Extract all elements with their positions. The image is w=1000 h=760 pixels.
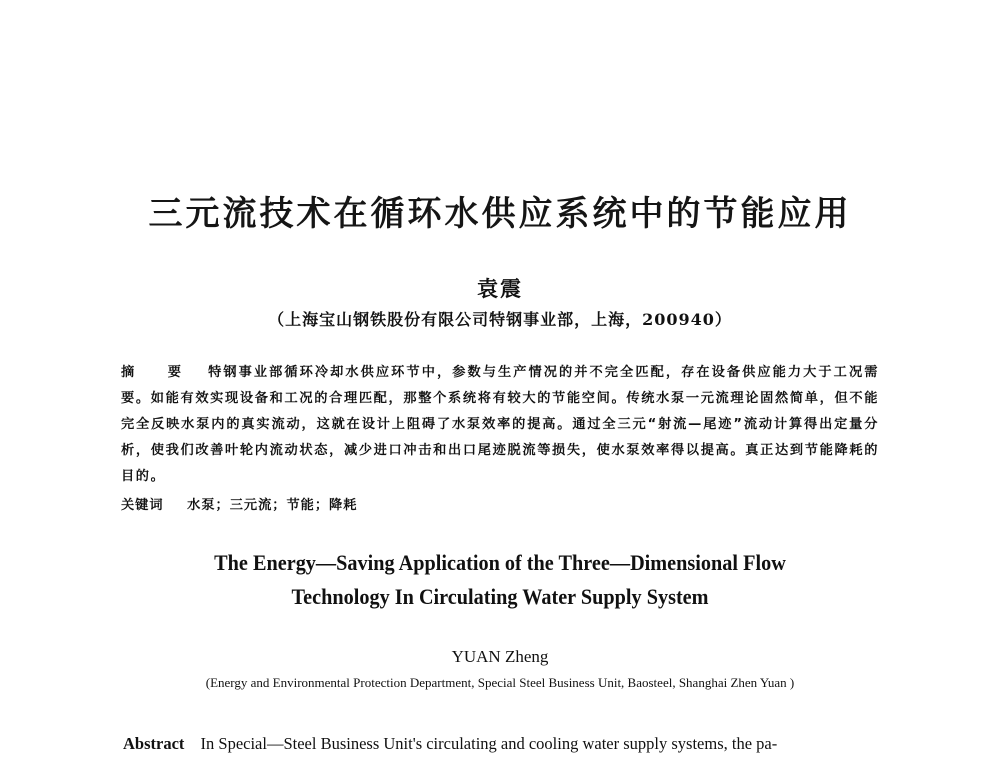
english-abstract-label: Abstract — [123, 734, 185, 753]
chinese-keywords-text: 水泵；三元流；节能；降耗 — [187, 498, 358, 513]
english-title — [40, 546, 960, 614]
chinese-keywords — [121, 494, 357, 513]
chinese-affiliation: （上海宝山钢铁股份有限公司特钢事业部，上海，200940） — [268, 310, 732, 329]
chinese-abstract — [121, 360, 879, 490]
chinese-author: 袁震 — [477, 276, 523, 301]
english-title-line-2: Technology In Circulating Water Supply System — [291, 584, 709, 609]
english-abstract-text: In Special—Steel Business Unit's circulating and cooling water supply systems, the pa- — [200, 734, 778, 753]
chinese-keywords-label: 关键词 — [121, 498, 164, 513]
chinese-abstract-label: 摘 要 — [121, 365, 196, 380]
english-title-line-1: The Energy—Saving Application of the Three—Dimensional Flow — [214, 550, 786, 575]
english-abstract — [123, 729, 883, 759]
chinese-abstract-text: 特钢事业部循环冷却水供应环节中，参数与生产情况的并不完全匹配，存在设备供应能力大于工况需要。如能有效实现设备和工况的合理匹配，那整个系统将有较大的节能空间。传统水泵一元流理论固然简单，但不能完全反映水泵内的真实流动，这就在设计上阻碍了水泵效率的提高。通过全三元“射流—尾迹”流动计算得出定量分析，使我们改善叶轮内流动状态，减少进口冲击和出口尾迹脱流等损失，使水泵效率得以提高。真正达到节能降耗的目的。 — [121, 365, 879, 484]
english-affiliation: (Energy and Environmental Protection Department, Special Steel Business Unit, Baosteel, Shanghai Zhen Yuan ) — [205, 675, 795, 690]
english-author: YUAN Zheng — [451, 647, 549, 666]
chinese-title: 三元流技术在循环水供应系统中的节能应用 — [148, 194, 852, 234]
